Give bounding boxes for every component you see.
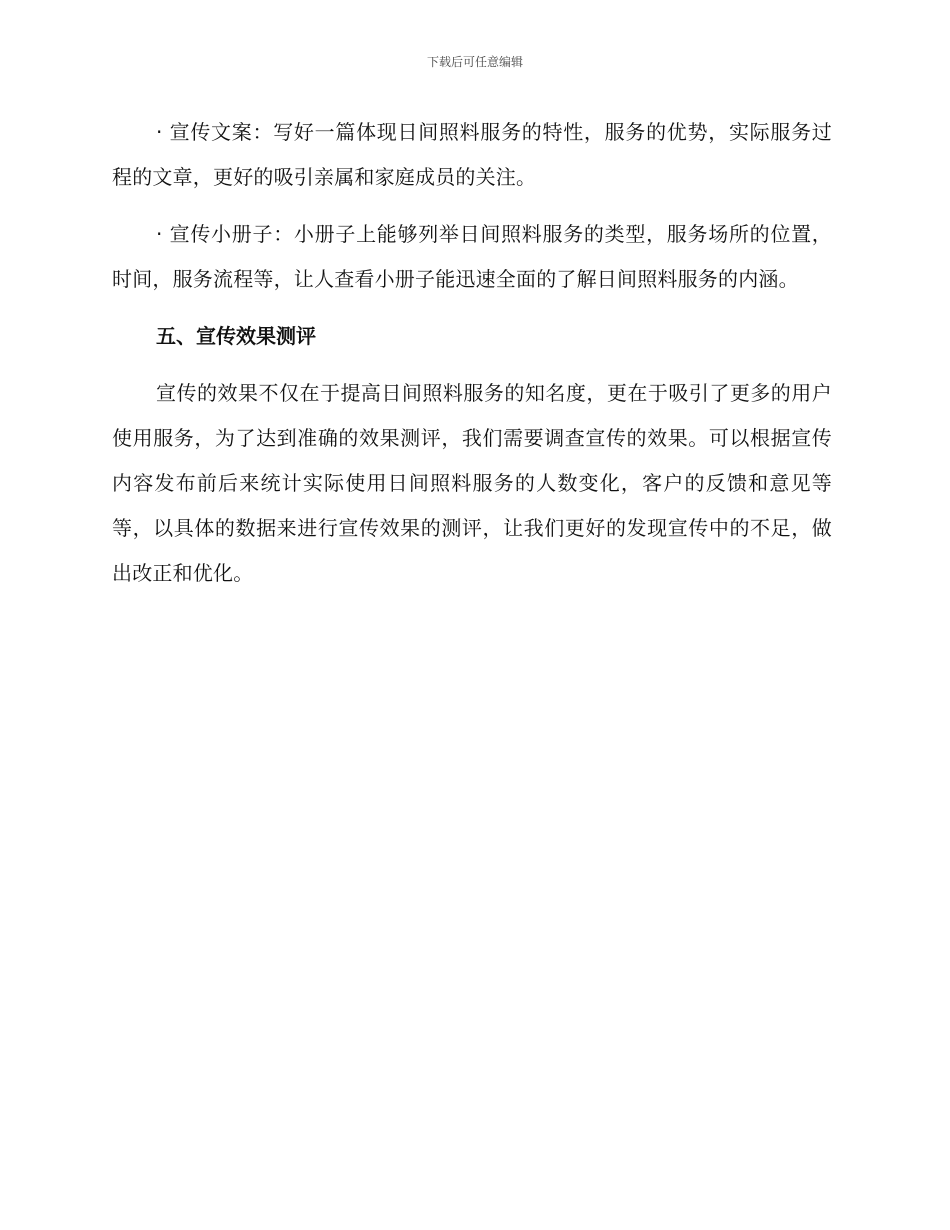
bullet-promo-brochure: · 宣传小册子：小册子上能够列举日间照料服务的类型，服务场所的位置，时间，服务流程等，让人查看小册子能迅速全面的了解日间照料服务的内涵。 [112,222,832,291]
section-heading: 五、宣传效果测评 [156,324,316,348]
page-header: 下载后可任意编辑 [426,55,523,69]
document-body [112,110,832,596]
bullet-promo-copy: · 宣传文案：写好一篇体现日间照料服务的特性，服务的优势，实际服务过程的文章，更好的吸引亲属和家庭成员的关注。 [112,120,832,189]
section-paragraph: 宣传的效果不仅在于提高日间照料服务的知名度，更在于吸引了更多的用户使用服务，为了达到准确的效果测评，我们需要调查宣传的效果。可以根据宣传内容发布前后来统计实际使用日间照料服务的人数变化，客户的反馈和意见等等，以具体的数据来进行宣传效果的测评，让我们更好的发现宣传中的不足，做出改正和优化。 [112,381,832,585]
